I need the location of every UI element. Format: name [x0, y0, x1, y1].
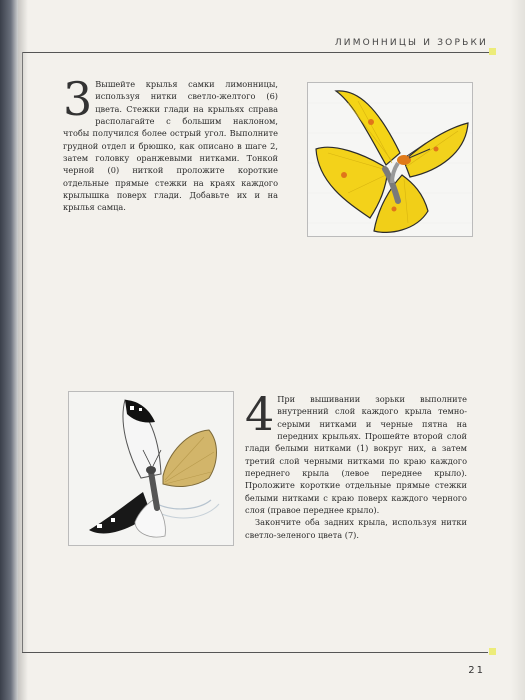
step-4-paragraph-1: При вышивании зорьки выполните внутренний слой каждого крыла темно-серыми нитками и черные пятна на передних крыльях. Прошейте второй слой глади белыми нитками (1) вокруг них, а затем третий слой черными нитками по краю каждого переднего крыла (левое переднее крыло). Проложите короткие отдельные прямые стежки белыми нитками с краю поверх каждого черного слоя (правое переднее крыло).: [245, 394, 467, 516]
step-3-block: [63, 72, 278, 214]
header-rule: [22, 52, 492, 53]
left-margin-rule: [22, 52, 23, 652]
step-4-block: [245, 387, 467, 541]
step-4-paragraph-2: Закончите оба задних крыла, используя нитки светло-зеленого цвета (7).: [245, 517, 467, 540]
step-4-number: 4: [245, 387, 275, 441]
step-3-text: Вышейте крылья самки лимонницы, используя нитки светло-желтого (6) цвета. Стежки глади на крыльях справа располагайте с большим наклоном, чтобы получился более острый угол. Выполните грудной отдел и брюшко, как описано в шаге 2, затем головку оранжевыми нитками. Тонкой черной (0) ниткой проложите короткие отдельные прямые стежки на краях каждого крылышка поверх глади. Добавьте их и на крылья самца.: [63, 79, 278, 213]
page-number: 21: [468, 665, 485, 676]
running-header-title: ЛИМОННИЦЫ И ЗОРЬКИ: [334, 38, 488, 48]
orange-tip-butterfly-photo: [68, 391, 234, 546]
binding-shadow: [18, 0, 28, 700]
footer-accent-square: [489, 648, 496, 655]
book-binding-edge: [0, 0, 18, 700]
step-3-number: 3: [63, 72, 93, 126]
footer-rule: [22, 652, 488, 653]
brimstone-butterfly-photo: [307, 82, 473, 237]
header-accent-square: [489, 48, 496, 55]
page-right-edge: [511, 0, 525, 700]
